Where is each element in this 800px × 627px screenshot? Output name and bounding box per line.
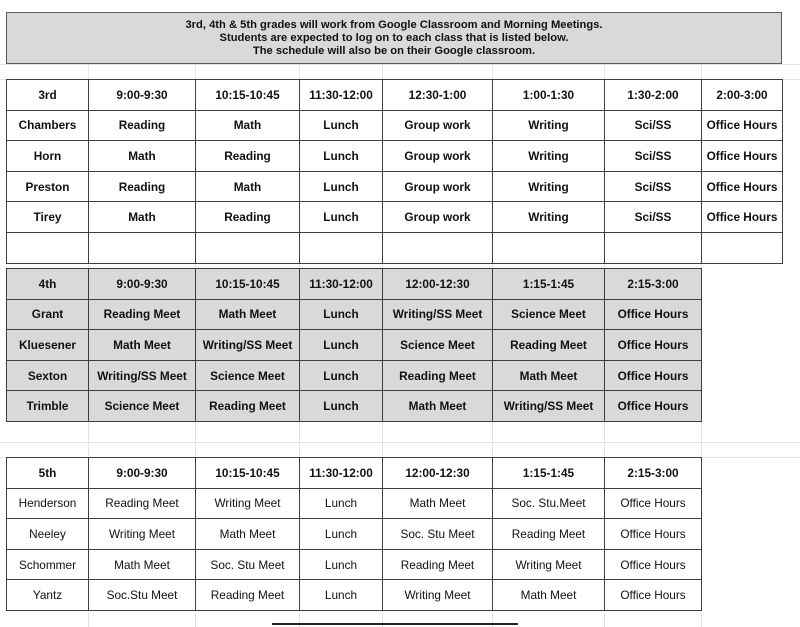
schedule-cell: Lunch <box>300 299 383 330</box>
schedule-cell: Reading <box>196 202 300 233</box>
teacher-name: Schommer <box>7 549 89 580</box>
schedule-cell: Reading Meet <box>383 549 493 580</box>
schedule-cell: Science Meet <box>493 299 605 330</box>
time-slot-header: 12:00-12:30 <box>383 458 493 489</box>
schedule-cell: Office Hours <box>605 488 702 519</box>
schedule-cell: Math <box>196 171 300 202</box>
schedule-cell: Writing Meet <box>383 580 493 611</box>
time-slot-header: 12:30-1:00 <box>383 80 493 111</box>
schedule-cell: Math Meet <box>196 299 300 330</box>
schedule-cell: Sci/SS <box>605 110 702 141</box>
schedule-cell: Lunch <box>300 488 383 519</box>
schedule-cell: Office Hours <box>605 330 702 361</box>
schedule-cell: Reading <box>89 110 196 141</box>
time-slot-header: 11:30-12:00 <box>300 80 383 111</box>
schedule-cell: Writing/SS Meet <box>493 391 605 422</box>
page-divider <box>272 623 518 625</box>
schedule-cell: Writing Meet <box>89 519 196 550</box>
schedule-cell: Math Meet <box>493 580 605 611</box>
schedule-cell: Math Meet <box>196 519 300 550</box>
schedule-cell: Group work <box>383 202 493 233</box>
grade-4-schedule-table <box>6 268 702 422</box>
schedule-cell: Soc. Stu Meet <box>196 549 300 580</box>
time-slot-header: 11:30-12:00 <box>300 458 383 489</box>
schedule-cell: Office Hours <box>605 580 702 611</box>
schedule-cell: Group work <box>383 110 493 141</box>
schedule-cell: Reading Meet <box>196 580 300 611</box>
schedule-cell: Office Hours <box>605 360 702 391</box>
time-slot-header: 10:15-10:45 <box>196 458 300 489</box>
table-row <box>7 519 702 550</box>
time-slot-header: 11:30-12:00 <box>300 269 383 300</box>
time-slot-header: 2:00-3:00 <box>702 80 783 111</box>
schedule-cell: Lunch <box>300 110 383 141</box>
time-slot-header: 12:00-12:30 <box>383 269 493 300</box>
grade-5-schedule-table <box>6 457 702 611</box>
schedule-cell: Group work <box>383 141 493 172</box>
schedule-cell: Reading Meet <box>493 330 605 361</box>
schedule-cell: Office Hours <box>702 202 783 233</box>
schedule-cell: Soc. Stu Meet <box>383 519 493 550</box>
table-row <box>7 330 702 361</box>
schedule-cell: Sci/SS <box>605 171 702 202</box>
table-header-row <box>7 269 702 300</box>
teacher-name: Tirey <box>7 202 89 233</box>
grade-3-schedule-table <box>6 79 783 264</box>
time-slot-header: 9:00-9:30 <box>89 269 196 300</box>
teacher-name: Henderson <box>7 488 89 519</box>
schedule-cell: Writing/SS Meet <box>383 299 493 330</box>
time-slot-header: 1:30-2:00 <box>605 80 702 111</box>
teacher-name: Horn <box>7 141 89 172</box>
schedule-cell: Math <box>89 202 196 233</box>
schedule-cell: Office Hours <box>605 391 702 422</box>
time-slot-header: 2:15-3:00 <box>605 269 702 300</box>
time-slot-header: 10:15-10:45 <box>196 80 300 111</box>
schedule-cell: Science Meet <box>383 330 493 361</box>
teacher-name: Neeley <box>7 519 89 550</box>
schedule-cell: Sci/SS <box>605 141 702 172</box>
schedule-cell: Office Hours <box>605 549 702 580</box>
schedule-cell: Group work <box>383 171 493 202</box>
schedule-cell: Lunch <box>300 391 383 422</box>
schedule-cell: Reading <box>89 171 196 202</box>
schedule-cell: Writing <box>493 202 605 233</box>
schedule-cell: Office Hours <box>605 299 702 330</box>
teacher-name: Grant <box>7 299 89 330</box>
table-row <box>7 202 783 233</box>
schedule-cell: Math Meet <box>383 488 493 519</box>
schedule-cell: Lunch <box>300 549 383 580</box>
schedule-cell: Reading Meet <box>89 488 196 519</box>
table-row <box>7 580 702 611</box>
grade-label: 4th <box>7 269 89 300</box>
schedule-cell: Lunch <box>300 202 383 233</box>
teacher-name: Chambers <box>7 110 89 141</box>
table-header-row <box>7 80 783 111</box>
table-row <box>7 171 783 202</box>
spacer-row <box>7 232 783 263</box>
teacher-name: Trimble <box>7 391 89 422</box>
schedule-cell: Office Hours <box>702 171 783 202</box>
schedule-cell: Science Meet <box>196 360 300 391</box>
schedule-cell: Office Hours <box>605 519 702 550</box>
time-slot-header: 1:15-1:45 <box>493 269 605 300</box>
schedule-cell: Soc.Stu Meet <box>89 580 196 611</box>
table-row <box>7 360 702 391</box>
schedule-cell: Lunch <box>300 519 383 550</box>
schedule-cell: Math Meet <box>89 330 196 361</box>
schedule-cell: Writing <box>493 110 605 141</box>
schedule-cell: Writing <box>493 171 605 202</box>
schedule-cell: Reading Meet <box>89 299 196 330</box>
schedule-cell: Writing Meet <box>493 549 605 580</box>
banner-line-3: The schedule will also be on their Google classroom. <box>252 44 536 57</box>
schedule-cell: Writing/SS Meet <box>89 360 196 391</box>
schedule-cell: Writing <box>493 141 605 172</box>
schedule-cell: Science Meet <box>89 391 196 422</box>
teacher-name: Sexton <box>7 360 89 391</box>
schedule-cell: Lunch <box>300 360 383 391</box>
time-slot-header: 1:15-1:45 <box>493 458 605 489</box>
schedule-cell: Sci/SS <box>605 202 702 233</box>
teacher-name: Kluesener <box>7 330 89 361</box>
banner-line-1: 3rd, 4th & 5th grades will work from Google Classroom and Morning Meetings. <box>185 18 603 31</box>
schedule-cell: Math <box>89 141 196 172</box>
schedule-cell: Reading <box>196 141 300 172</box>
table-row <box>7 299 702 330</box>
schedule-cell: Math Meet <box>493 360 605 391</box>
grade-label: 5th <box>7 458 89 489</box>
schedule-cell: Office Hours <box>702 110 783 141</box>
schedule-cell: Math <box>196 110 300 141</box>
time-slot-header: 9:00-9:30 <box>89 458 196 489</box>
schedule-cell: Math Meet <box>383 391 493 422</box>
table-row <box>7 391 702 422</box>
table-row <box>7 488 702 519</box>
table-header-row <box>7 458 702 489</box>
time-slot-header: 10:15-10:45 <box>196 269 300 300</box>
time-slot-header: 2:15-3:00 <box>605 458 702 489</box>
schedule-cell: Reading Meet <box>196 391 300 422</box>
schedule-cell: Writing Meet <box>196 488 300 519</box>
table-row <box>7 110 783 141</box>
schedule-cell: Lunch <box>300 171 383 202</box>
schedule-cell: Lunch <box>300 330 383 361</box>
schedule-cell: Math Meet <box>89 549 196 580</box>
schedule-cell: Reading Meet <box>383 360 493 391</box>
schedule-cell: Writing/SS Meet <box>196 330 300 361</box>
schedule-cell: Lunch <box>300 141 383 172</box>
grade-label: 3rd <box>7 80 89 111</box>
table-row <box>7 141 783 172</box>
schedule-cell: Soc. Stu.Meet <box>493 488 605 519</box>
announcement-banner <box>6 12 782 64</box>
schedule-cell: Reading Meet <box>493 519 605 550</box>
time-slot-header: 1:00-1:30 <box>493 80 605 111</box>
teacher-name: Yantz <box>7 580 89 611</box>
schedule-cell: Office Hours <box>702 141 783 172</box>
schedule-cell: Lunch <box>300 580 383 611</box>
teacher-name: Preston <box>7 171 89 202</box>
table-row <box>7 549 702 580</box>
time-slot-header: 9:00-9:30 <box>89 80 196 111</box>
banner-line-2: Students are expected to log on to each class that is listed below. <box>219 31 569 44</box>
